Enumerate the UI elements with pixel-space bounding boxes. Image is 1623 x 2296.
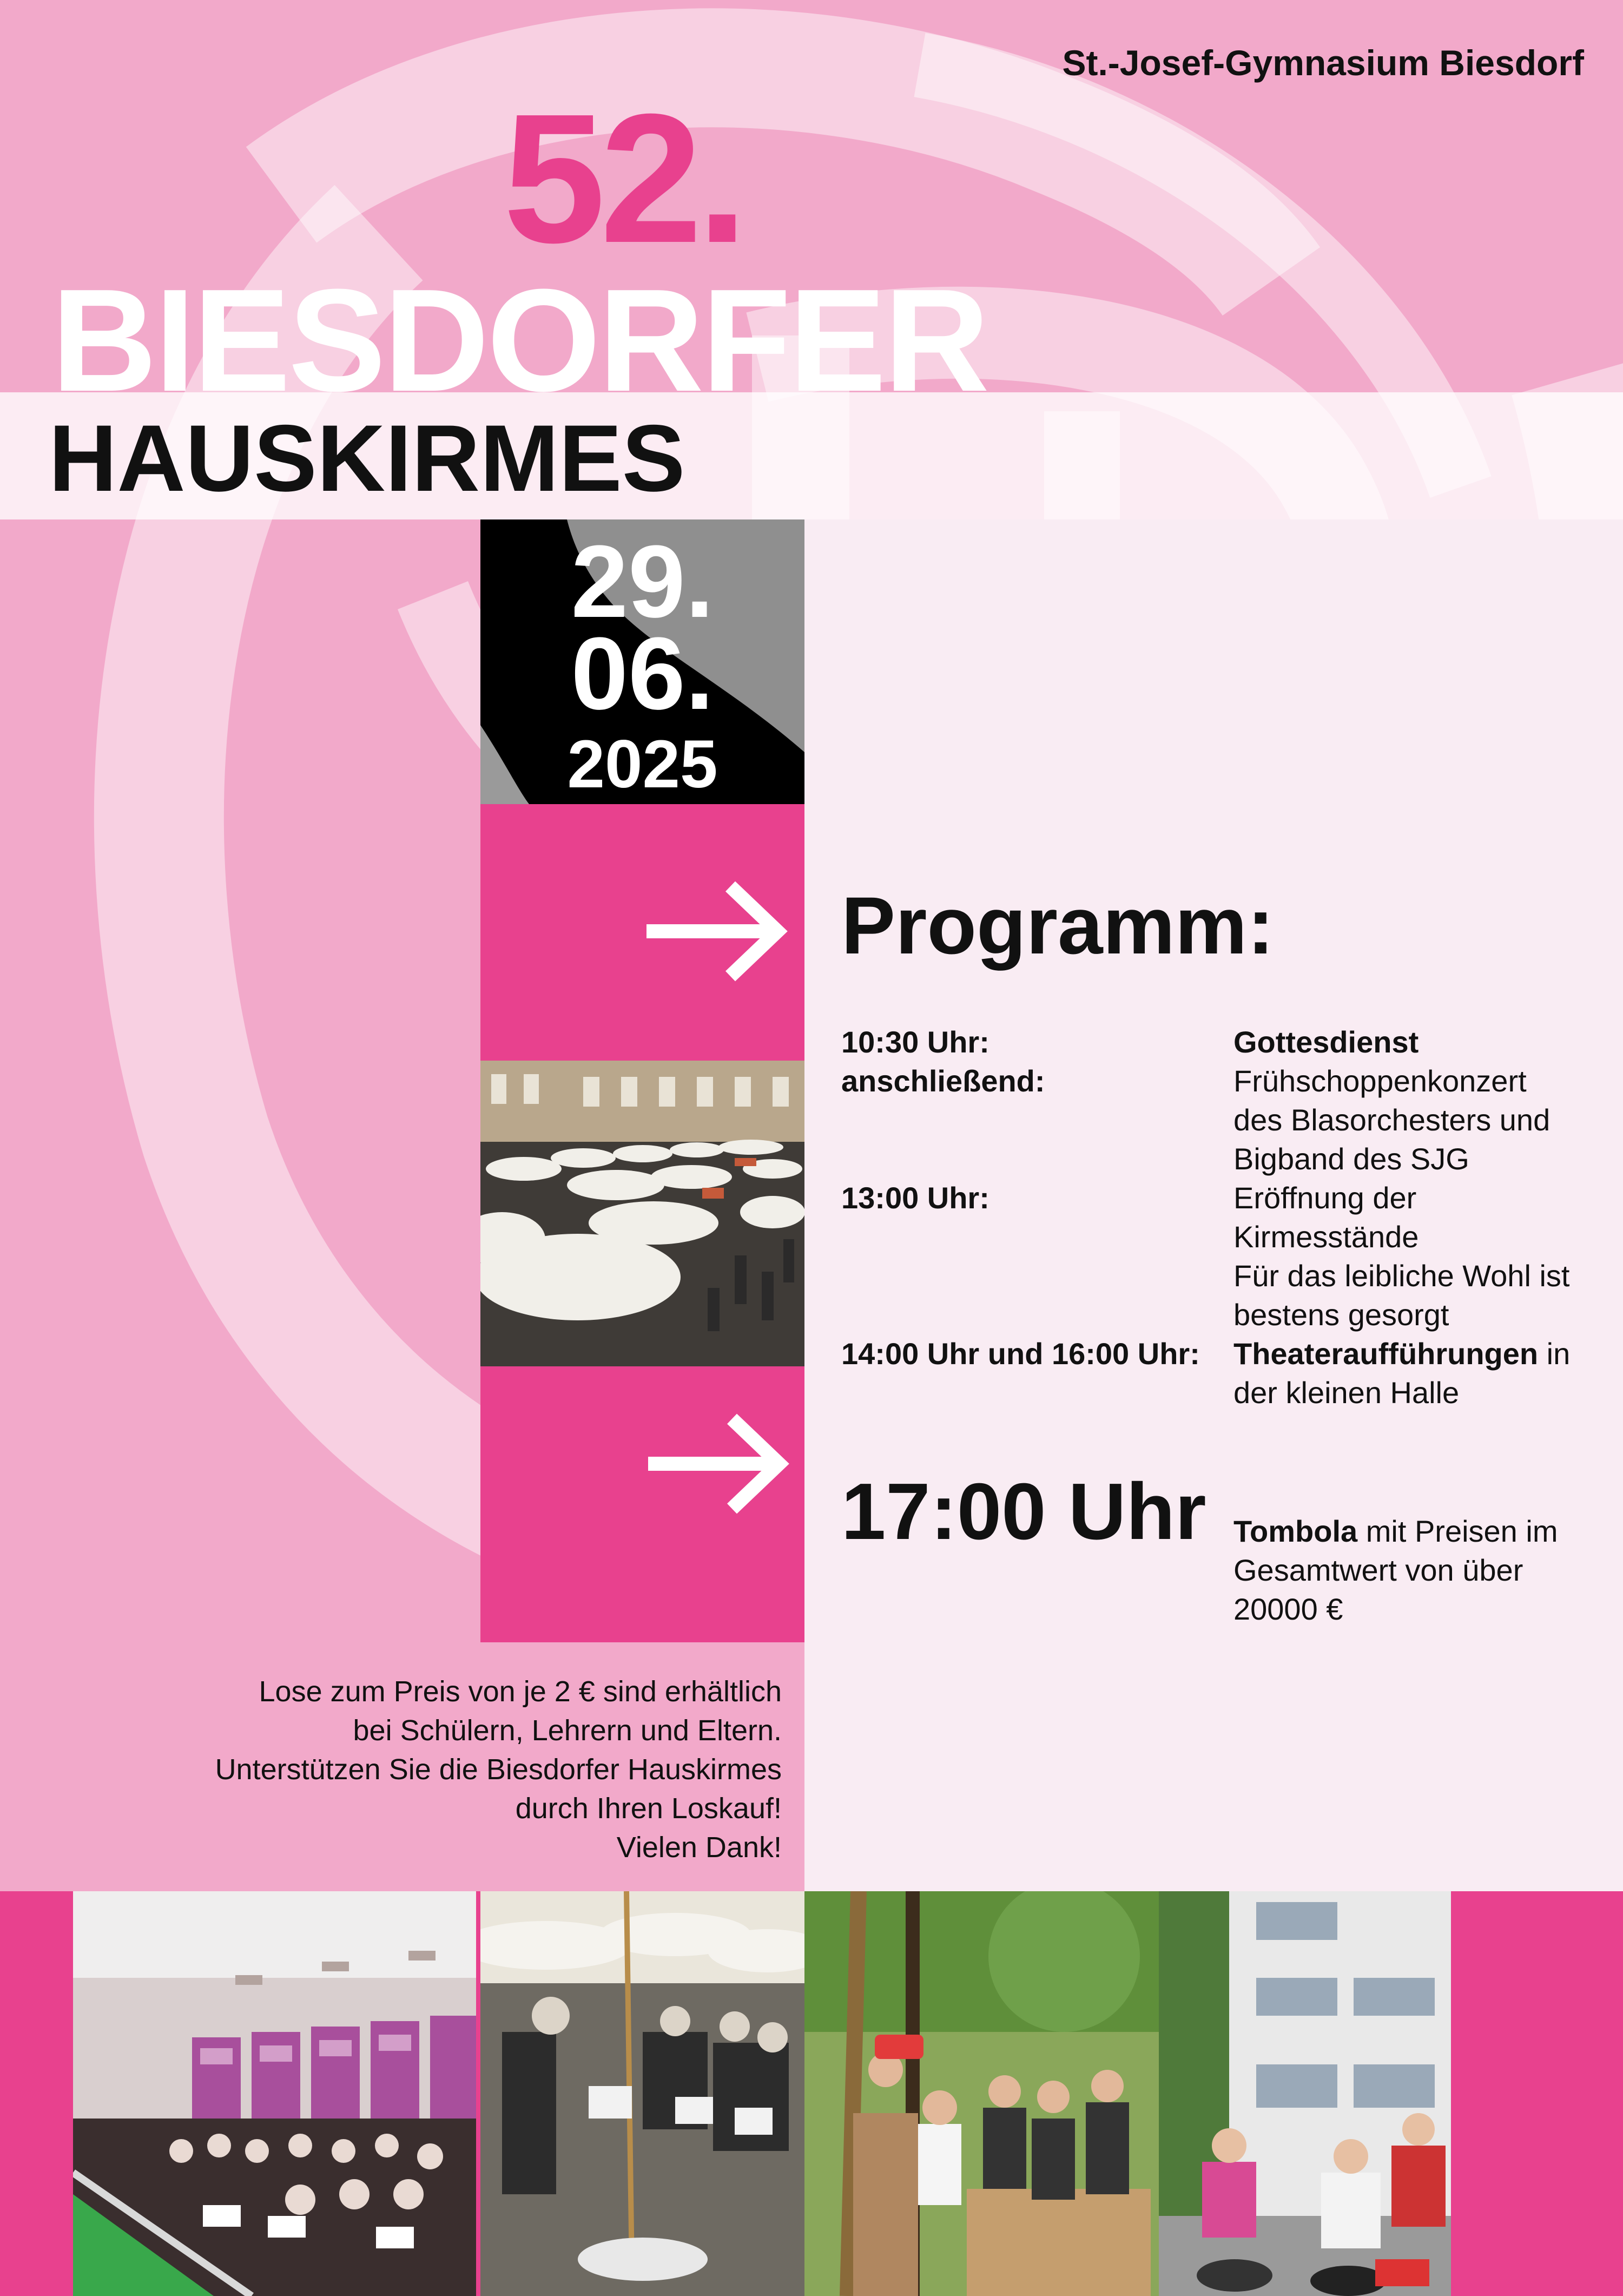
arrow-right-icon	[643, 1412, 794, 1515]
lottery-note-line: Vielen Dank!	[616, 1831, 782, 1864]
lottery-note-line: Unterstützen Sie die Biesdorfer Hauskirmes	[215, 1753, 782, 1786]
program-time-3: 13:00 Uhr:	[841, 1181, 989, 1215]
program-event-1: Gottesdienst	[1233, 1025, 1419, 1059]
photo-outdoor-orchestra	[480, 1891, 804, 2296]
date-year: 2025	[567, 727, 718, 802]
program-event-3-line: Eröffnung der	[1233, 1181, 1417, 1215]
tombola-description	[1233, 1512, 1558, 1629]
program-time-1: 10:30 Uhr:	[841, 1025, 989, 1059]
arrow-box-2	[480, 1366, 804, 1642]
program-event-4-bold: Theateraufführungen	[1233, 1337, 1539, 1371]
tombola-bold: Tombola	[1233, 1514, 1358, 1548]
program-event-2-line: des Blasorchesters und	[1233, 1103, 1551, 1137]
program-time-2: anschließend:	[841, 1064, 1045, 1098]
photo-students-wooden	[804, 1891, 1159, 2296]
tombola-time: 17:00 Uhr	[841, 1467, 1206, 1556]
lottery-note-line: bei Schülern, Lehrern und Eltern.	[353, 1714, 782, 1747]
lottery-note-line: Lose zum Preis von je 2 € sind erhältlich	[259, 1675, 782, 1708]
program-event-4	[1233, 1334, 1570, 1412]
program-event-2-line: Bigband des SJG	[1233, 1142, 1469, 1176]
photo-kids-bobbycar	[1159, 1891, 1451, 2296]
program-time-4: 14:00 Uhr und 16:00 Uhr:	[841, 1337, 1200, 1371]
program-event-3	[1233, 1179, 1569, 1334]
edition-number: 52.	[503, 76, 743, 281]
date-day: 29.	[571, 524, 714, 639]
photo-market-stalls	[480, 1061, 804, 1366]
date-month: 06.	[571, 616, 714, 731]
program-event-3-line: Für das leibliche Wohl ist	[1233, 1259, 1570, 1293]
lottery-note-line: durch Ihren Loskauf!	[515, 1792, 782, 1825]
tombola-line: Gesamtwert von über	[1233, 1553, 1523, 1587]
title-biesdorfer: BIESDORFER	[51, 259, 988, 422]
title-hauskirmes: HAUSKIRMES	[49, 406, 685, 511]
program-event-2-line: Frühschoppenkonzert	[1233, 1064, 1527, 1098]
program-event-4-line: der kleinen Halle	[1233, 1376, 1460, 1410]
date-box	[480, 519, 804, 804]
program-heading: Programm:	[841, 880, 1275, 971]
photo-orchestra-hall	[73, 1891, 476, 2296]
program-event-3-line: Kirmesstände	[1233, 1220, 1419, 1254]
tombola-line: 20000 €	[1233, 1592, 1343, 1626]
program-event-4-rest: in	[1538, 1337, 1571, 1371]
lottery-note	[78, 1672, 782, 1867]
arrow-right-icon	[641, 880, 793, 983]
program-event-3-line: bestens gesorgt	[1233, 1298, 1449, 1332]
arrow-box-1	[480, 804, 804, 1061]
school-name: St.-Josef-Gymnasium Biesdorf	[1062, 43, 1584, 83]
tombola-rest: mit Preisen im	[1357, 1514, 1558, 1548]
program-event-2	[1233, 1062, 1550, 1179]
